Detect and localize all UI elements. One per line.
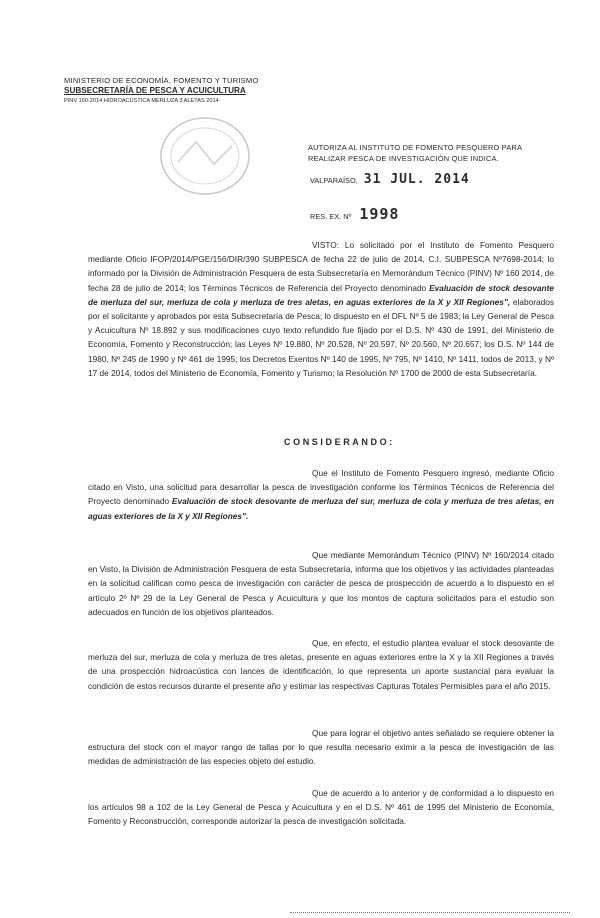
resolution-label: RES. EX. Nº — [310, 212, 352, 221]
considerando-3: Que, en efecto, el estudio plantea evaluar el stock desovante de merluza del sur, merluza de cola y merluza de tres aletas, presente en aguas exteriores entre la X y la XII Regiones a través de una prospección hidroacústica con lances de identificación, lo que representa un aporte sustancial para evaluar la condición de estos recursos durante el presente año y estimar las respectivas Capturas Totales Permisibles para el año 2015. — [88, 638, 554, 691]
resolution-number: 1998 — [359, 205, 400, 223]
date-place: VALPARAÍSO, — [310, 176, 358, 185]
project-title: Evaluación de stock desovante de merluza del sur, merluza de cola y merluza de tres aletas, en aguas exteriores de la X y XII Regiones", — [88, 282, 554, 307]
considerando-heading: CONSIDERANDO: — [284, 437, 395, 447]
date-value: 31 JUL. 2014 — [363, 172, 470, 187]
document-reference: PINV 160-2014 HIDROACÚSTICA MERLUZA 3 ALETAS 2014 — [64, 98, 219, 104]
signature-line — [290, 912, 570, 913]
ministry-name: MINISTERIO DE ECONOMÍA, FOMENTO Y TURISMO — [64, 76, 259, 85]
considerando-1: Que el Instituto de Fomento Pesquero ingresó, mediante Oficio citado en Visto, una solicitud para desarrollar la pesca de investigación conforme los Términos Técnicos de Referencia del Proyecto denominado Evaluación de stock desovante de merluza del sur, merluza de cola y merluza de tres aletas, en aguas exteriores de la X y XII Regiones". — [88, 468, 554, 521]
considerando-2: Que mediante Memorándum Técnico (PINV) Nº 160/2014 citado en Visto, la División de Administración Pesquera de esta Subsecretaría, informa que los objetivos y las actividades planteadas en la solicitud califican como pesca de investigación con carácter de pesca de prospección de acuerdo a lo dispuesto en el artículo 2º Nº 29 de la Ley General de Pesca y Acuicultura y que los montos de captura solicitados para el estudio son adecuados en función de los objetivos planteados. — [88, 550, 554, 617]
resolution-number-line — [310, 205, 399, 223]
letterhead — [64, 76, 294, 106]
considerando-4: Que para lograr el objetivo antes señalado se requiere obtener la estructura del stock con el mayor rango de tallas por lo que resulta necesario eximir a la pesca de investigación de las medidas de administración de las especies objeto del estudio. — [88, 728, 554, 767]
resolution-subject: AUTORIZA AL INSTITUTO DE FOMENTO PESQUERO PARA REALIZAR PESCA DE INVESTIGACIÓN QUE INDICA. — [308, 143, 522, 163]
visto-lead: VISTO: — [312, 240, 340, 250]
project-title-2: Evaluación de stock desovante de merluza del sur, merluza de cola y merluza de tres aletas, en aguas exteriores de la X y XII Regiones". — [88, 496, 554, 521]
faded-stamp-icon — [156, 112, 254, 200]
resolution-date — [310, 172, 470, 187]
considerando-5: Que de acuerdo a lo anterior y de conformidad a lo dispuesto en los artículos 98 a 102 de la Ley General de Pesca y Acuicultura y en el D.S. Nº 461 de 1995 del Ministerio de Economía, Fomento y Reconstrucción, corresponde autorizar la pesca de investigación solicitada. — [88, 788, 554, 827]
visto-paragraph: VISTO: Lo solicitado por el Instituto de Fomento Pesquero mediante Oficio IFOP/2014/PGE/156/DIR/390 SUBPESCA de fecha 22 de julio de 2014, C.I. SUBPESCA Nº7698-2014; lo informado por la División de Administración Pesquera de esta Subsecretaría en Memorándum Técnico (PINV) Nº 160 2014, de fecha 28 de julio de 2014; los Términos Técnicos de Referencia del Proyecto denominado Evaluación de stock desovante de merluza del sur, merluza de cola y merluza de tres aletas, en aguas exteriores de la X y XII Regiones", elaborados por el solicitante y aprobados por esta Subsecretaría de Pesca; lo dispuesto en el DFL Nº 5 de 1983; la Ley General de Pesca y Acuicultura Nº 18.892 y sus modificaciones cuyo texto refundido fue fijado por el D.S. Nº 430 de 1991, del Ministerio de Economía, Fomento y Reconstrucción; las Leyes Nº 19.880, Nº 20.528, Nº 20.597, Nº 20.560, Nº 20.657; los D.S. Nº 144 de 1980, Nº 245 de 1990 y Nº 461 de 1995; los Decretos Exentos Nº 140 de 1995, Nº 795, Nº 1410, Nº 1411, todos de 2013, y Nº 17 de 2014, todos del Ministerio de Economía, Fomento y Turismo; la Resolución Nº 1700 de 2000 de esta Subsecretaría. — [88, 240, 554, 378]
subsecretaria-name: SUBSECRETARÍA DE PESCA Y ACUICULTURA — [64, 86, 246, 95]
